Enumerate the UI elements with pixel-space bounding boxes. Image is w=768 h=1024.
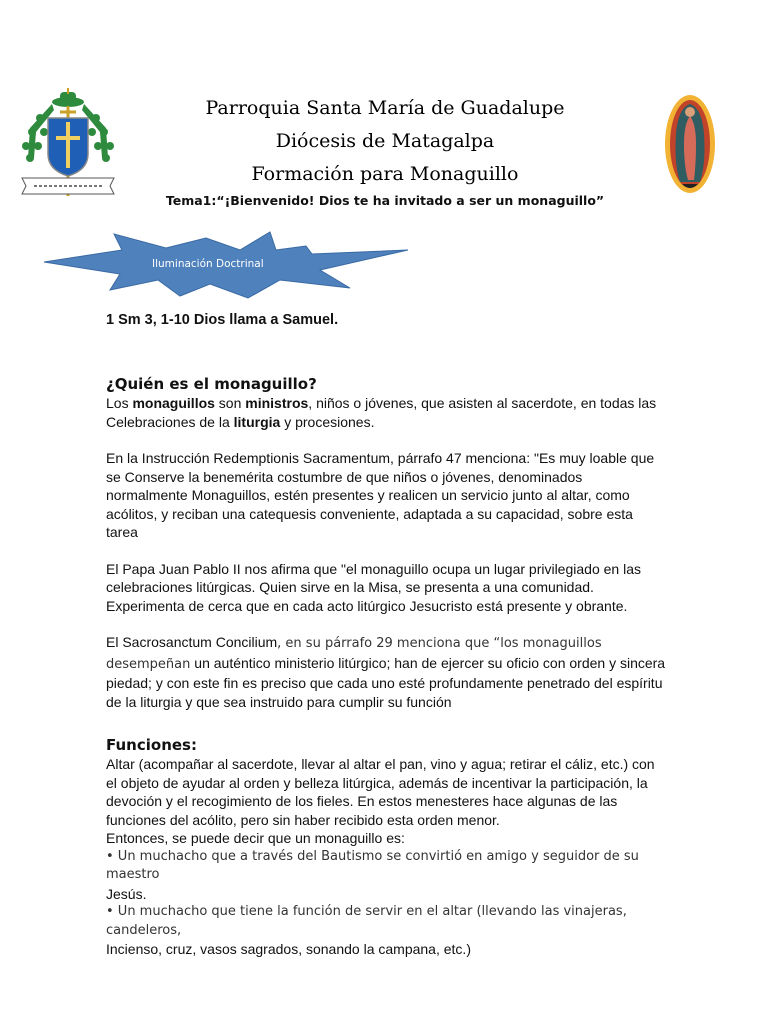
bullet-item: • Un muchacho que tiene la función de servir en el altar (llevando las vinajeras, candeleros,	[106, 904, 627, 938]
scripture-reference: 1 Sm 3, 1-10 Dios llama a Samuel.	[106, 312, 339, 328]
bullet-item: • Un muchacho que a través del Bautismo se convirtió en amigo y seguidor de su maestro	[106, 848, 639, 882]
course-title: Formación para Monaguillo	[251, 163, 519, 185]
virgin-of-guadalupe-image	[664, 94, 716, 194]
document-body	[106, 310, 666, 959]
paragraph-definition: Los monaguillos son ministros, niños o jóvenes, que asisten al sacerdote, en todas las Celebraciones de la liturgia y procesiones.	[106, 395, 657, 430]
bullet-item-cont: Incienso, cruz, vasos sagrados, sonando la campana, etc.)	[106, 941, 471, 957]
section-heading-who: ¿Quién es el monaguillo?	[106, 375, 317, 393]
paragraph-sacrosanctum: El Sacrosanctum Concilium, en su párrafo 29 menciona que “los monaguillos desempeñan un auténtico ministerio litúrgico; han de ejercer su oficio con orden y sincera piedad; y con este fin es preciso que cada uno esté profundamente penetrado del espíritu de la liturgia y que sea instruido para cumplir su función	[106, 634, 666, 710]
diocese-name: Diócesis de Matagalpa	[275, 130, 495, 152]
paragraph-juan-pablo: El Papa Juan Pablo II nos afirma que "el monaguillo ocupa un lugar privilegiado en las celebraciones litúrgicas. Quien sirve en la Misa, se presenta a una comunidad. Experimenta de cerca que en cada acto litúrgico Jesucristo está presente y obrante.	[106, 560, 641, 614]
bullet-item-cont: Jesús.	[106, 885, 147, 902]
banner-label: Iluminación Doctrinal	[152, 258, 264, 270]
paragraph-summary: Entonces, se puede decir que un monaguillo es:	[106, 830, 405, 846]
paragraph-altar: Altar (acompañar al sacerdote, llevar al altar el pan, vino y agua; retirar el cáliz, etc.) con el objeto de ayudar al orden y belleza litúrgica, además de incentivar la participación, la devoción y el recogimiento de los fieles. En estos menesteres hace algunas de las funciones del acólito, pero sin haber recibido esta orden menor.	[106, 756, 655, 828]
paragraph-redemptionis: En la Instrucción Redemptionis Sacramentum, párrafo 47 menciona: "Es muy loable que se Conserve la benemérita costumbre de que niños o jóvenes, denominados normalmente Monaguillos, estén presentes y realicen un servicio junto al altar, como acólitos, y reciban una catequesis conveniente, adaptada a su capacidad, sobre esta tarea	[106, 450, 655, 540]
diocese-coat-of-arms	[16, 88, 120, 200]
section-heading-functions: Funciones:	[106, 736, 197, 754]
parish-name: Parroquia Santa María de Guadalupe	[205, 97, 565, 119]
topic-title: Tema1:“¡Bienvenido! Dios te ha invitado a ser un monaguillo”	[165, 193, 605, 208]
document-header	[150, 92, 620, 211]
